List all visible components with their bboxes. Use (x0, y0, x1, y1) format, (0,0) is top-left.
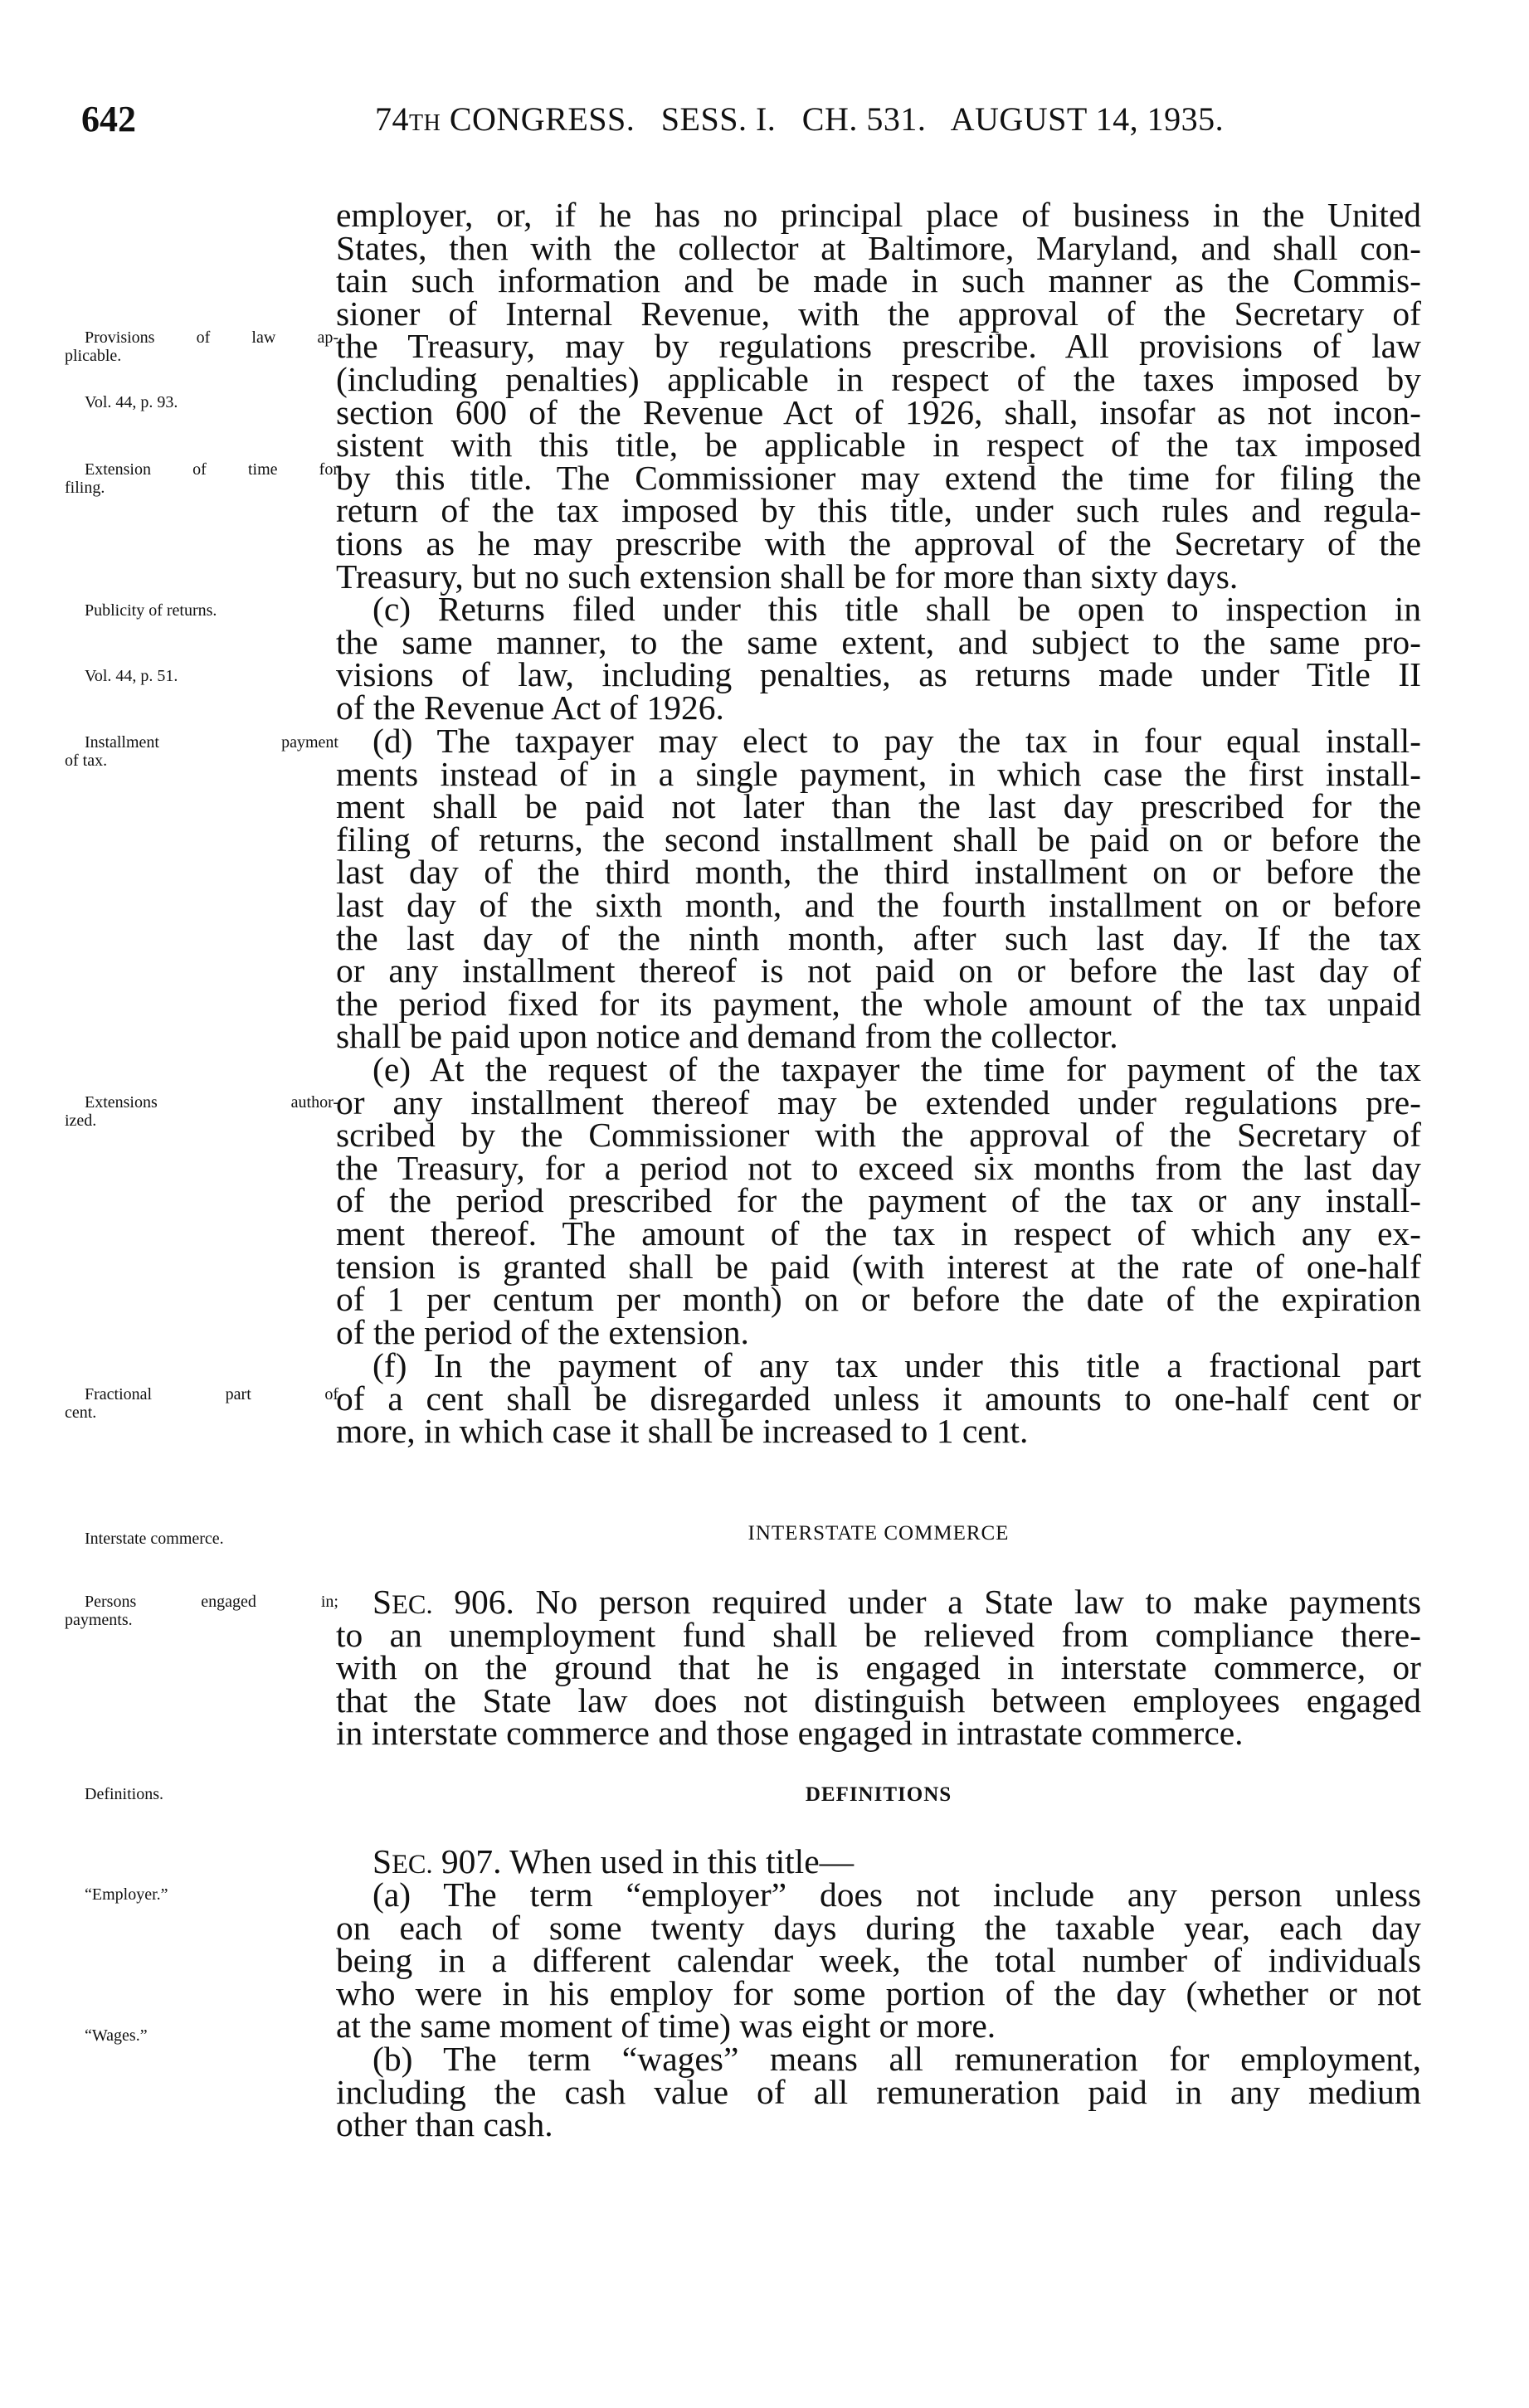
running-head-title (375, 100, 1224, 139)
text-line: scribed by the Commissioner with the approval of the Secretary of (336, 1116, 1421, 1155)
margin-note-line: Vol. 44, p. 93. (85, 393, 178, 411)
text-line: ments instead of in a single payment, in which case the first install- (336, 754, 1421, 793)
text-line: (including penalties) applicable in respect of the taxes imposed by (336, 359, 1421, 398)
text-line: being in a different calendar week, the total number of individuals (336, 1941, 1421, 1980)
margin-note-extension-of-time (65, 460, 338, 497)
text-line: Treasury, but no such extension shall be for more than sixty days. (336, 557, 1239, 596)
margin-note-publicity-of-returns (65, 601, 338, 620)
text-block-sec-907 (336, 1842, 1421, 1880)
margin-note-fractional-part (65, 1385, 338, 1422)
text-line: the Treasury, may by regulations prescribe. All provisions of law (336, 327, 1421, 366)
margin-note-line: of tax. (65, 752, 108, 770)
running-head-rest: CONGRESS. SESS. I. CH. 531. AUGUST 14, 1935. (441, 100, 1225, 138)
text-line: last day of the sixth month, and the fourth installment on or before (336, 885, 1421, 924)
text-line: filing of returns, the second installment shall be paid on or before the (336, 820, 1421, 859)
running-head (0, 98, 1529, 148)
text-line: SEC. 907. When used in this title— (373, 1842, 855, 1880)
text-block-continuation (336, 196, 1421, 596)
margin-note-line: Definitions. (85, 1785, 163, 1803)
text-line: last day of the third month, the third installment on or before the (336, 853, 1421, 892)
page-number: 642 (81, 99, 136, 139)
text-line: States, then with the collector at Baltimore, Maryland, and shall con- (336, 228, 1421, 267)
text-line: of the period prescribed for the payment of the tax or any install- (336, 1181, 1421, 1220)
margin-note-line: Extensions author- (85, 1093, 338, 1112)
text-line: sioner of Internal Revenue, with the approval of the Secretary of (336, 294, 1421, 333)
congress-ordinal-suffix: TH (409, 110, 441, 136)
margin-note-line: Extension of time for (85, 460, 338, 479)
margin-note-line: filing. (65, 479, 105, 497)
text-line: other than cash. (336, 2105, 553, 2144)
text-line: (e) At the request of the taxpayer the time for payment of the tax (373, 1050, 1421, 1088)
text-line: section 600 of the Revenue Act of 1926, shall, insofar as not incon- (336, 392, 1421, 431)
text-line: return of the tax imposed by this title, under such rules and regula- (336, 491, 1421, 530)
text-block-subsection-c (336, 590, 1421, 727)
margin-note-line: Persons engaged in; (85, 1593, 338, 1611)
text-line: in interstate commerce and those engaged in intrastate commerce. (336, 1714, 1244, 1753)
text-line: sistent with this title, be applicable in respect of the tax imposed (336, 426, 1421, 465)
text-line: (d) The taxpayer may elect to pay the tax in four equal install- (373, 722, 1421, 760)
text-line: of the Revenue Act of 1926. (336, 688, 724, 727)
congress-ordinal: 74 (375, 100, 409, 138)
margin-note-line: “Employer.” (85, 1885, 168, 1904)
margin-note-wages (65, 2026, 338, 2045)
margin-note-line: Interstate commerce. (85, 1530, 224, 1548)
margin-note-line: Fractional part of (85, 1385, 338, 1403)
margin-note-line: Vol. 44, p. 51. (85, 667, 178, 685)
text-line: of 1 per centum per month) on or before the date of the expiration (336, 1280, 1421, 1319)
text-line: tension is granted shall be paid (with interest at the rate of one-half (336, 1247, 1421, 1286)
margin-note-definitions (65, 1785, 338, 1803)
margin-note-line: Provisions of law ap- (85, 328, 338, 347)
text-line: (c) Returns filed under this title shall be open to inspection in (373, 590, 1421, 628)
text-line: to an unemployment fund shall be relieved from compliance there- (336, 1615, 1421, 1654)
text-block-subsection-e (336, 1050, 1421, 1351)
text-line: ment shall be paid not later than the last day prescribed for the (336, 787, 1421, 826)
margin-note-employer (65, 1885, 338, 1904)
text-line: visions of law, including penalties, as returns made under Title II (336, 655, 1421, 694)
text-line: tions as he may prescribe with the approval of the Secretary of the (336, 523, 1421, 562)
margin-note-line: payments. (65, 1611, 133, 1629)
margin-note-line: “Wages.” (85, 2026, 148, 2045)
text-line: who were in his employ for some portion of the day (whether or not (336, 1973, 1421, 2012)
margin-note-line: Installment payment (85, 733, 338, 752)
text-block-subsection-d (336, 722, 1421, 1056)
text-line: (f) In the payment of any tax under this title a fractional part (373, 1346, 1421, 1384)
text-line: that the State law does not distinguish between employees engaged (336, 1681, 1421, 1720)
margin-note-interstate-commerce (65, 1530, 338, 1548)
text-block-subsection-f (336, 1346, 1421, 1451)
margin-note-installment-payment (65, 733, 338, 770)
text-line: the same manner, to the same extent, and subject to the same pro- (336, 622, 1421, 661)
text-line: of the period of the extension. (336, 1312, 749, 1351)
text-line: SEC. 906. No person required under a State law to make payments (373, 1583, 1421, 1621)
margin-note-vol-44-p-51 (65, 667, 338, 685)
text-line: of a cent shall be disregarded unless it amounts to one-half cent or (336, 1379, 1421, 1418)
text-line: the period fixed for its payment, the whole amount of the tax unpaid (336, 984, 1421, 1023)
text-block-sec-906 (336, 1583, 1421, 1753)
text-line: (b) The term “wages” means all remuneration for employment, (373, 2040, 1421, 2078)
text-block-sec-907-b (336, 2040, 1421, 2144)
margin-note-provisions-of-law (65, 328, 338, 365)
margin-note-line: Publicity of returns. (85, 601, 217, 620)
text-line: employer, or, if he has no principal place of business in the United (336, 196, 1421, 234)
text-line: at the same moment of time) was eight or more. (336, 2007, 996, 2046)
text-line: more, in which case it shall be increased to 1 cent. (336, 1412, 1029, 1451)
margin-note-line: cent. (65, 1403, 97, 1422)
text-line: the last day of the ninth month, after such last day. If the tax (336, 918, 1421, 957)
text-line: (a) The term “employer” does not include any person unless (373, 1875, 1421, 1914)
text-line: by this title. The Commissioner may extend the time for filing the (336, 458, 1421, 497)
text-line: on each of some twenty days during the taxable year, each day (336, 1908, 1421, 1947)
margin-note-line: plicable. (65, 347, 122, 365)
margin-note-vol-44-p-93 (65, 393, 338, 411)
text-line: or any installment thereof may be extended under regulations pre- (336, 1082, 1421, 1121)
heading-definitions: DEFINITIONS (805, 1783, 952, 1806)
text-line: tain such information and be made in such manner as the Commis- (336, 261, 1421, 300)
text-line: with on the ground that he is engaged in interstate commerce, or (336, 1648, 1421, 1687)
margin-note-persons-engaged (65, 1593, 338, 1629)
margin-note-extensions-authorized (65, 1093, 338, 1130)
text-line: or any installment thereof is not paid on or before the last day of (336, 951, 1421, 990)
heading-interstate-commerce: INTERSTATE COMMERCE (747, 1522, 1010, 1545)
margin-note-line: ized. (65, 1112, 97, 1130)
text-line: ment thereof. The amount of the tax in respect of which any ex- (336, 1214, 1421, 1253)
text-line: the Treasury, for a period not to exceed six months from the last day (336, 1148, 1421, 1187)
text-line: including the cash value of all remuneration paid in any medium (336, 2072, 1421, 2111)
text-block-sec-907-a (336, 1875, 1421, 2046)
text-line: shall be paid upon notice and demand from the collector. (336, 1017, 1118, 1056)
